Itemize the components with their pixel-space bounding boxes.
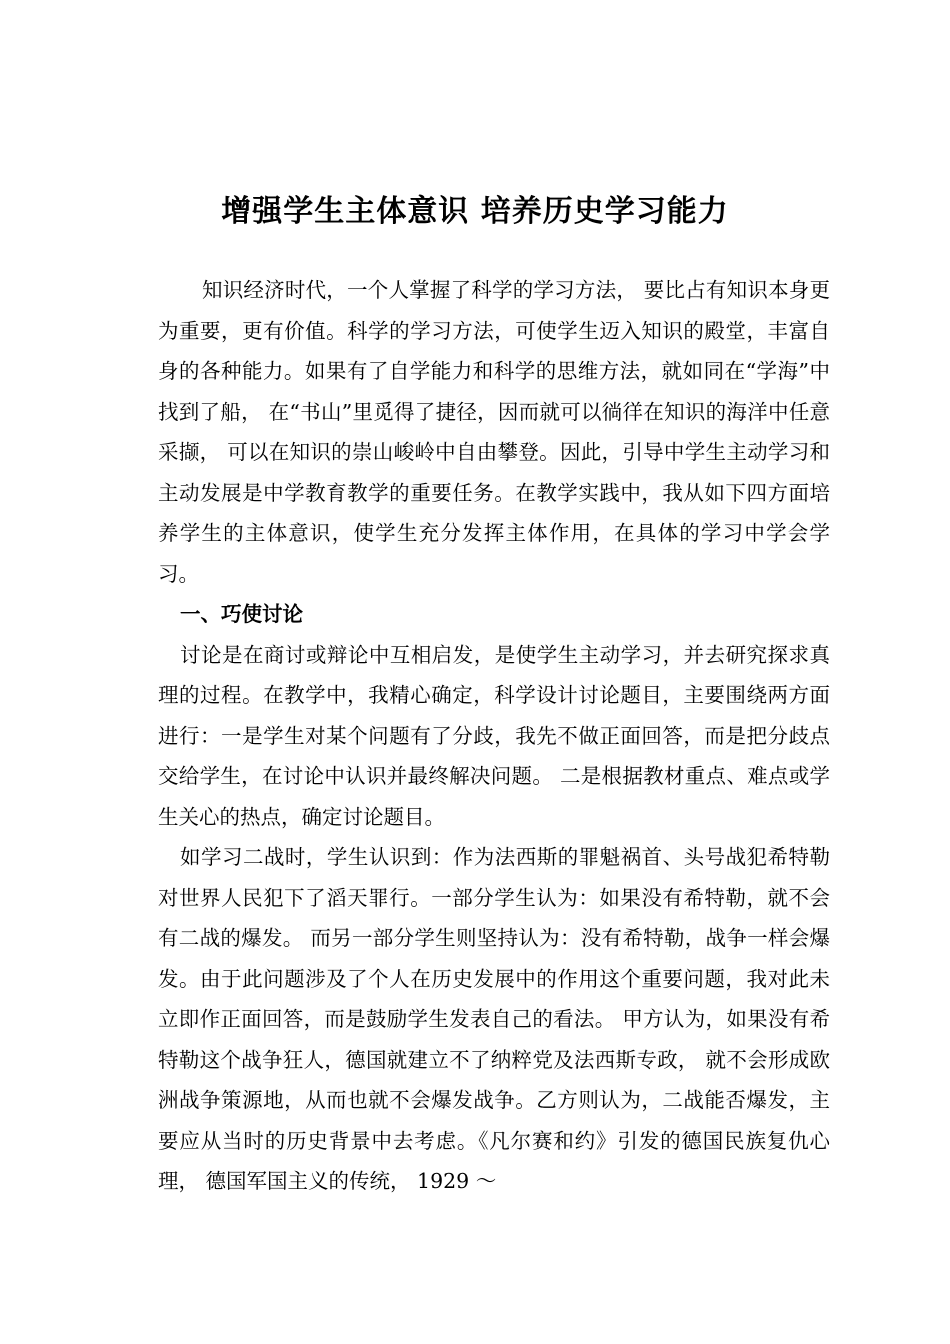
intro-paragraph: 知识经济时代，一个人掌握了科学的学习方法， 要比占有知识本身更为重要，更有价值。科学的学习方法，可使学生迈入知识的殿堂，丰富自身的各种能力。如果有了自学能力和科学的思维方法，就如同在“学海”中找到了船， 在“书山”里觅得了捷径，因而就可以徜徉在知识的海洋中任意采撷， 可以在知识的崇山峻岭中自由攀登。因此，引导中学生主动学习和主动发展是中学教育教学的重要任务。在教学实践中，我从如下四方面培养学生的主体意识，使学生充分发挥主体作用，在具体的学习中学会学习。 — [158, 278, 830, 586]
document-title: 增强学生主体意识 培养历史学习能力 — [221, 194, 729, 229]
body-paragraph: 如学习二战时，学生认识到：作为法西斯的罪魁祸首、头号战犯希特勒对世界人民犯下了滔天罪行。一部分学生认为：如果没有希特勒，就不会有二战的爆发。 而另一部分学生则坚持认为：没有希特勒，战争一样会爆发。由于此问题涉及了个人在历史发展中的作用这个重要问题，我对此未立即作正面回答，而是鼓励学生发表自己的看法。 甲方认为，如果没有希特勒这个战争狂人，德国就建立不了纳粹党及法西斯专政， 就不会形成欧洲战争策源地，从而也就不会爆发战争。乙方则认为，二战能否爆发，主要应从当时的历史背景中去考虑。《凡尔赛和约》引发的德国民族复仇心理， 德国军国主义的传统， 1929 ～ — [158, 845, 830, 1193]
body-paragraph: 讨论是在商讨或辩论中互相启发，是使学生主动学习，并去研究探求真理的过程。在教学中，我精心确定，科学设计讨论题目，主要围绕两方面进行：一是学生对某个问题有了分歧，我先不做正面回答，而是把分歧点交给学生，在讨论中认识并最终解决问题。 二是根据教材重点、难点或学生关心的热点，确定讨论题目。 — [158, 642, 830, 829]
section-heading: 一、巧使讨论 — [180, 602, 303, 626]
document-body — [158, 270, 830, 1202]
